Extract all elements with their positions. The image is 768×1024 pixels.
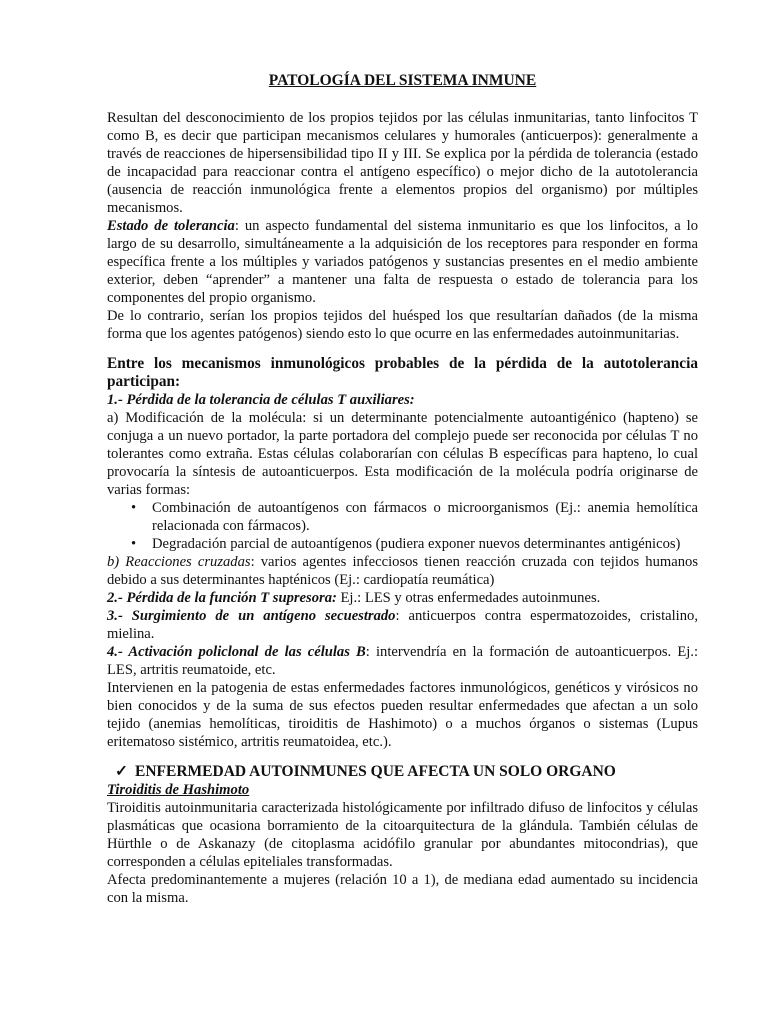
section-heading [107,763,698,781]
intro-paragraph: Resultan del desconocimiento de los propios tejidos por las células inmunitarias, tanto linfocitos T como B, es decir que participan mecanismos celulares y humorales (anticuerpos): generalmente a través de reacciones de hipersensibilidad tipo II y III. Se explica por la pérdida de tolerancia (estado de incapacidad para reaccionar contra el antígeno específico) o mejor dicho de la autotolerancia (ausencia de reacción inmunológica frente a elementos propios del organismo) por múltiples mecanismos. [107,110,698,216]
contrary-paragraph: De lo contrario, serían los propios tejidos del huésped los que resultarían dañados (de la misma forma que los agentes patógenos) siendo esto lo que ocurre en las enfermedades autoinmunitarias. [107,308,698,342]
intervene-paragraph: Intervienen en la patogenia de estas enfermedades factores inmunológicos, genéticos y virósicos no bien conocidos y de la suma de sus efectos pueden resultar enfermedades que afectan a un solo tejido (anemias hemolíticas, tiroiditis de Hashimoto) o a muchos órganos o sistemas (Lupus eritematoso sistémico, artritis reumatoidea, etc.). [107,680,698,750]
bullet-list [107,499,698,553]
mechanism-2-text: Ej.: LES y otras enfermedades autoinmunes. [336,590,601,606]
list-item-text: Degradación parcial de autoantígenos (pudiera exponer nuevos determinantes antigénicos) [152,536,681,552]
bullet-icon: • [131,500,137,516]
checkmark-icon: ✓ [115,763,128,780]
list-item [131,535,698,553]
mechanism-1b-paragraph [107,553,698,589]
section-heading-text: ENFERMEDAD AUTOINMUNES QUE AFECTA UN SOLO ORGANO [135,763,616,780]
mechanism-4-paragraph [107,643,698,679]
mechanisms-heading: Entre los mecanismos inmunológicos probables de la pérdida de la autotolerancia participan: [107,355,698,390]
mechanism-3-text: : anticuerpos contra espermatozoides, cristalino, mielina. [107,608,698,642]
hashimoto-title: Tiroiditis de Hashimoto [107,782,250,798]
page-title: PATOLOGÍA DEL SISTEMA INMUNE [268,72,537,89]
mechanism-4-text: : intervendría en la formación de autoanticuerpos. Ej.: LES, artritis reumatoide, etc. [107,644,699,678]
document-page [107,72,698,907]
mechanism-3-paragraph [107,607,698,643]
mechanism-3-label: 3.- Surgimiento de un antígeno secuestrado [107,608,396,624]
mechanism-2-paragraph [107,589,698,607]
hashimoto-paragraph-2: Afecta predominantemente a mujeres (relación 10 a 1), de mediana edad aumentado su incidencia con la misma. [107,872,698,906]
mechanism-4-label: 4.- Activación policlonal de las células B [107,644,366,660]
mechanism-1b-text: : varios agentes infecciosos tienen reacción cruzada con tejidos humanos debido a sus determinantes hapténicos (Ej.: cardiopatía reumática) [107,554,698,588]
mechanism-1-title: 1.- Pérdida de la tolerancia de células T auxiliares: [107,392,415,408]
mechanism-1b-label: b) Reacciones cruzadas [107,554,251,570]
bullet-icon: • [131,536,137,552]
tolerance-label: Estado de tolerancia [107,218,235,234]
list-item [131,499,698,535]
list-item-text: Combinación de autoantígenos con fármacos o microorganismos (Ej.: anemia hemolítica relacionada con fármacos). [152,500,698,534]
tolerance-paragraph [107,217,698,307]
mechanism-2-label: 2.- Pérdida de la función T supresora: [107,590,337,606]
tolerance-text: : un aspecto fundamental del sistema inmunitario es que los linfocitos, a lo largo de su desarrollo, simultáneamente a la adquisición de los receptores para responder en forma específica frente a los múltiples y variados patógenos y sustancias presentes en el medio ambiente exterior, deben “aprender” a mantener una falta de respuesta o estado de tolerancia para los componentes del propio organismo. [107,218,698,306]
hashimoto-paragraph-1: Tiroiditis autoinmunitaria caracterizada histológicamente por infiltrado difuso de linfocitos y células plasmáticas que ocasiona borramiento de la citoarquitectura de la glándula. También células de Hürthle o de Askanazy (de citoplasma acidófilo granular por abundantes mitocondrias), que corresponden a células epiteliales transformadas. [107,800,698,870]
mechanism-1a-paragraph: a) Modificación de la molécula: si un determinante potencialmente autoantigénico (hapteno) se conjuga a un nuevo portador, la parte portadora del complejo puede ser reconocida por células T no tolerantes como extraña. Estas células colaborarían con células B específicas para hapteno, lo cual provocaría la síntesis de autoanticuerpos. Esta modificación de la molécula podría originarse de varias formas: [107,410,698,498]
